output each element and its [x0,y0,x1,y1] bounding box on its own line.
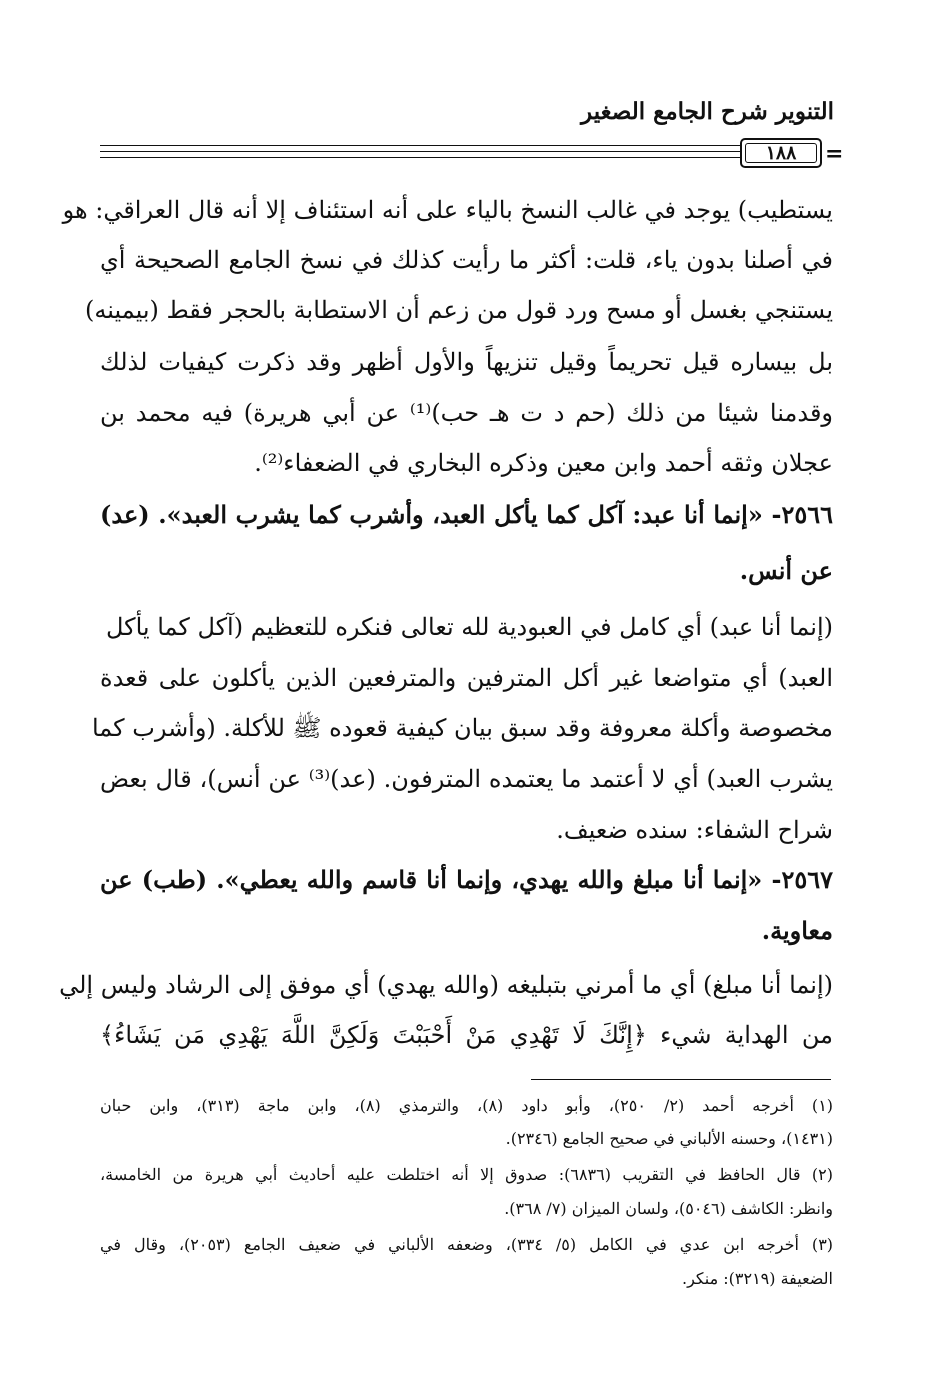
hadith-entry-2566: ٢٥٦٦- «إنما أنا عبد: آكل كما يأكل العبد، وأشرب كما يشرب العبد». (عد) [100,500,833,529]
header-rule-line [100,151,740,152]
body-line: (إنما أنا عبد) أي كامل في العبودية لله تعالى فنكره للتعظيم (آكل كما يأكل [105,613,833,641]
footnote-1-continued: (١٤٣١)، وحسنه الألباني في صحيح الجامع (٢٣٤٦). [505,1129,833,1148]
body-line: وقدمنا شيئا من ذلك (حم د ت هـ حب)⁽¹⁾ عن أبي هريرة) فيه محمد بن [100,399,834,427]
page-number: ١٨٨ [765,142,797,164]
body-line: شراح الشفاء: سنده ضعيف. [556,816,833,844]
hadith-source-2566: عن أنس. [739,556,833,585]
body-line: في أصلنا بدون ياء، قلت: أكثر ما رأيت كذلك في نسخ الجامع الصحيحة أي [100,246,833,274]
footnote-3: (٣) أخرجه ابن عدي في الكامل (٥/ ٣٣٤)، وضعفه الألباني في ضعيف الجامع (٢٠٥٣)، وقال في [100,1235,834,1254]
footnote-2-continued: وانظر: الكاشف (٥٠٤٦)، ولسان الميزان (٧/ ٣٦٨). [504,1199,833,1218]
quran-verse-line: من الهداية شيء ﴿إِنَّكَ لَا تَهْدِي مَنْ أَحْبَبْتَ وَلَكِنَّ اللَّهَ يَهْدِي مَن يَشَاءُ﴾ [100,1021,833,1049]
body-line: يستنجي بغسل أو مسح ورد قول من زعم أن الاستطابة بالحجر فقط (بيمينه) [84,296,833,324]
footnote-1: (١) أخرجه أحمد (٢/ ٢٥٠)، وأبو داود (٨)، والترمذي (٨)، وابن ماجة (٣١٣)، وابن حبان [100,1096,834,1115]
body-line: عجلان وثقه أحمد وابن معين وذكره البخاري في الضعفاء⁽²⁾. [254,449,833,477]
footnote-2: (٢) قال الحافظ في التقريب (٦٨٣٦): صدوق إلا أنه اختلطت عليه أحاديث أبي هريرة من الخامسة، [100,1165,834,1184]
hadith-source-2567: معاوية. [761,916,833,945]
body-line: يستطيب) يوجد في غالب النسخ بالياء على أنه استئناف إلا أنه قال العراقي: هو [62,196,833,224]
header-rule-line [100,145,740,146]
hadith-entry-2567: ٢٥٦٧- «إنما أنا مبلغ والله يهدي، وإنما أنا قاسم والله يعطي». (طب) عن [100,865,833,894]
header-dash: = [825,141,844,167]
body-line: مخصوصة وأكلة معروفة وقد سبق بيان كيفية قعوده ﷺ للأكلة. (وأشرب كما [91,714,833,742]
footnote-separator [531,1079,831,1080]
body-line: بل بيساره قيل تحريماً وقيل تنزيهاً والأول أظهر وقد ذكرت كيفيات لذلك [100,348,834,376]
header-rule-line [100,157,740,158]
body-line: (إنما أنا مبلغ) أي ما أمرني بتبليغه (والله يهدي) أي موفق إلى الرشاد وليس إلي [59,971,833,999]
footnote-3-continued: الضعيفة (٣٢١٩): منكر. [682,1269,833,1288]
page-number-frame [740,138,822,168]
header-rule [100,140,844,170]
running-title: التنوير شرح الجامع الصغير [581,98,834,125]
body-line: العبد) أي متواضعا غير أكل المترفين والمترفعين الذين يأكلون على قعدة [100,664,833,692]
body-line: يشرب العبد) أي لا أعتمد ما يعتمده المترفون. (عد)⁽³⁾ عن أنس)، قال بعض [100,765,833,793]
